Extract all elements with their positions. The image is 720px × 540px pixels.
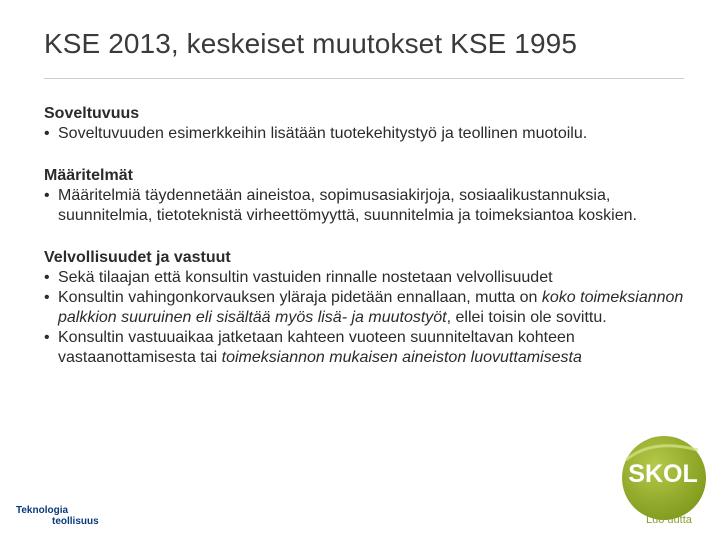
section-heading: Velvollisuudet ja vastuut <box>44 249 231 266</box>
bullet-emphasis: toimeksiannon mukaisen aineiston luovuttamisesta <box>221 349 582 366</box>
skol-wordmark: SKOL <box>628 460 698 488</box>
bullet-text: Konsultin vahingonkorvauksen yläraja pidetään ennallaan, mutta on <box>58 289 542 306</box>
title-divider <box>44 78 684 79</box>
section-maaritelmat <box>44 166 694 226</box>
teknologiateollisuus-logo <box>16 505 99 527</box>
bullet-emphasis: koko toimeksiannon palkkion suuruinen eli sisältää myös lisä- ja muutostyöt <box>58 289 684 326</box>
bullet-item: • Sekä tilaajan että konsultin vastuiden rinnalle nostetaan velvollisuudet <box>44 268 694 288</box>
bullet-item: • Määritelmiä täydennetään aineistoa, sopimusasiakirjoja, sosiaalikustannuksia, suunnitelmia, tietoteknistä virheettömyyttä, suunnitelmia ja toimeksiantoa koskien. <box>44 186 694 226</box>
section-velvollisuudet <box>44 248 694 368</box>
section-heading: Määritelmät <box>44 167 133 184</box>
bullet-text: , ellei toisin ole sovittu. <box>446 309 607 326</box>
bullet-text: Konsultin vastuuaikaa jatketaan kahteen vuoteen suunniteltavan kohteen vastaanottamisesta tai <box>58 329 575 366</box>
section-heading: Soveltuvuus <box>44 105 140 122</box>
bullet-item <box>44 288 694 328</box>
bullet-item <box>44 328 694 368</box>
logo-line-1: Teknologia <box>16 505 69 516</box>
slide-body <box>44 104 694 368</box>
logo-line-2: teollisuus <box>52 516 99 527</box>
bullet-item: • Soveltuvuuden esimerkkeihin lisätään tuotekehitystyö ja teollinen muotoilu. <box>44 124 694 144</box>
section-soveltuvuus <box>44 104 694 144</box>
skol-tagline: Luo uutta <box>646 514 692 526</box>
slide-title: KSE 2013, keskeiset muutokset KSE 1995 <box>44 28 577 59</box>
